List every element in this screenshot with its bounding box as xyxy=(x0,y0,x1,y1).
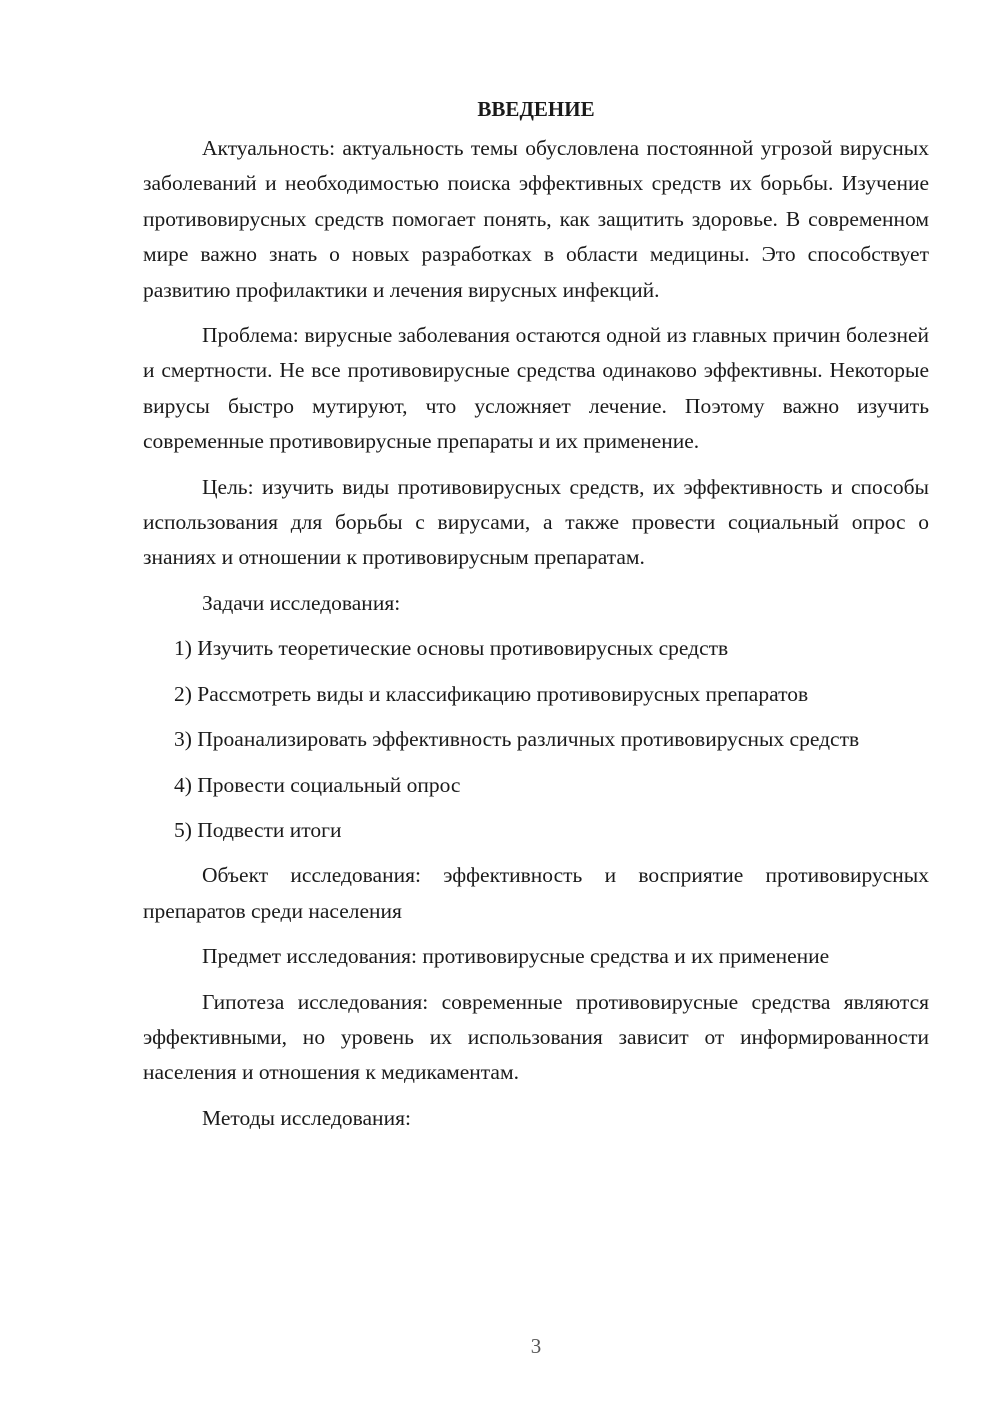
problem-paragraph: Проблема: вирусные заболевания остаются одной из главных причин болезней и смертности. Не все противовирусные средства одинаково эффективны. Некоторые вирусы быстро мутируют, что усложняет лечение. Поэтому важно изучить современные противовирусные препараты и их применение. xyxy=(143,323,929,454)
task-item-1: 1) Изучить теоретические основы противовирусных средств xyxy=(174,636,729,661)
tasks-heading: Задачи исследования: xyxy=(202,590,401,615)
task-item-5: 5) Подвести итоги xyxy=(174,817,342,842)
page-number: 3 xyxy=(530,1334,542,1358)
hypothesis-paragraph: Гипотеза исследования: современные противовирусные средства являются эффективными, но уровень их использования зависит от информированности населения и отношения к медикаментам. xyxy=(143,989,929,1085)
page-content xyxy=(143,92,929,1146)
object-paragraph: Объект исследования: эффективность и восприятие противовирусных препаратов среди населения xyxy=(143,863,929,923)
goal-paragraph: Цель: изучить виды противовирусных средств, их эффективность и способы использования для борьбы с вирусами, а также провести социальный опрос о знаниях и отношении к противовирусным препаратам. xyxy=(143,474,929,570)
subject-paragraph: Предмет исследования: противовирусные средства и их применение xyxy=(202,944,830,969)
task-item-2: 2) Рассмотреть виды и классификацию противовирусных препаратов xyxy=(174,681,809,706)
task-item-3: 3) Проанализировать эффективность различных противовирусных средств xyxy=(174,727,860,752)
section-title: ВВЕДЕНИЕ xyxy=(477,97,595,121)
relevance-paragraph: Актуальность: актуальность темы обусловлена постоянной угрозой вирусных заболеваний и необходимостью поиска эффективных средств их борьбы. Изучение противовирусных средств помогает понять, как защитить здоровье. В современном мире важно знать о новых разработках в области медицины. Это способствует развитию профилактики и лечения вирусных инфекций. xyxy=(143,136,929,302)
task-item-4: 4) Провести социальный опрос xyxy=(174,772,461,797)
methods-heading: Методы исследования: xyxy=(202,1105,411,1130)
